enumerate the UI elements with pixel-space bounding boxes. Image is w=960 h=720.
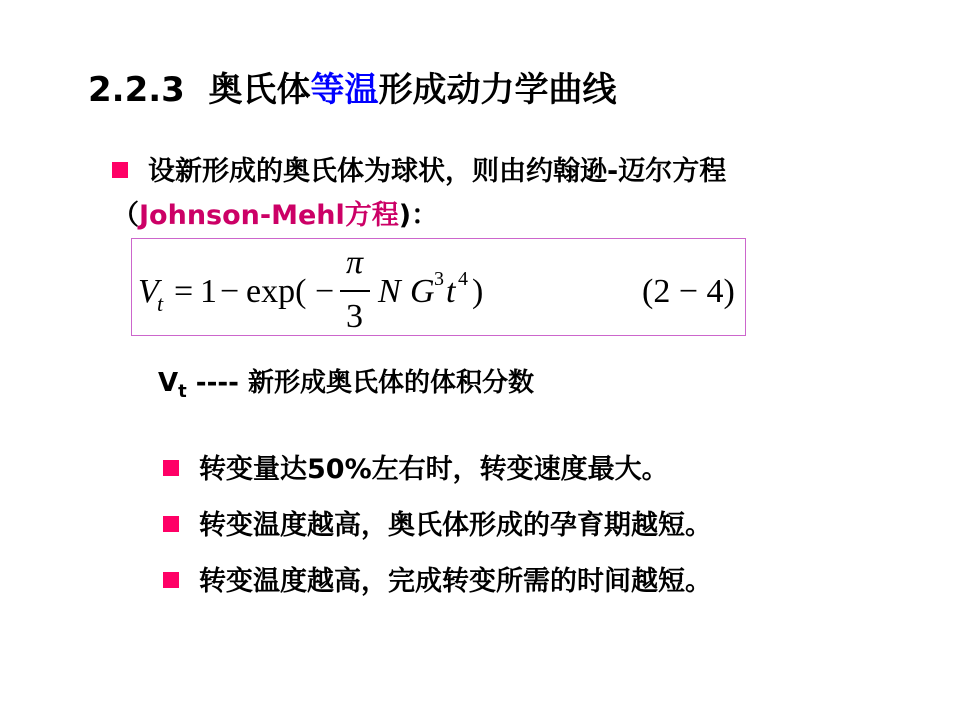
intro-text-2: )： [398,200,439,231]
intro-paragraph [112,150,832,238]
title-part-1: 奥氏体 [208,70,311,110]
section-number: 2.2.3 [88,70,185,110]
slide-title [88,62,617,111]
formula-N: N [378,273,401,310]
formula-graphic [132,239,747,337]
list-item [163,564,712,620]
square-bullet-icon [163,460,179,476]
bullet-text: 转变温度越高，完成转变所需的时间越短。 [199,566,712,597]
formula-close: ) [472,273,484,310]
list-item [163,452,712,508]
definition-var: V [158,368,179,398]
formula-lhs-sub: t [157,291,164,316]
formula-lhs-var: V [138,273,159,310]
title-part-2: 等温 [310,70,379,110]
variable-definition [158,362,534,402]
square-bullet-icon [163,516,179,532]
bullet-list [163,452,712,620]
formula-t-exponent: 4 [458,268,468,290]
johnson-mehl-highlight: Johnson-Mehl方程 [139,200,399,231]
formula-exp: exp( [246,273,307,310]
square-bullet-icon [163,572,179,588]
bullet-text: 转变温度越高，奥氏体形成的孕育期越短。 [199,510,712,541]
formula-neg: − [315,273,335,310]
title-part-3: 形成动力学曲线 [378,70,617,110]
intro-text-1: 设新形成的奥氏体为球状，则由约翰逊-迈尔方程（ [112,156,727,231]
list-item [163,508,712,564]
formula-one: 1 [200,273,217,310]
formula-G: G [410,273,435,310]
definition-text: ---- 新形成奥氏体的体积分数 [186,368,535,398]
formula-numerator: π [346,244,364,281]
bullet-text: 转变量达50%左右时，转变速度最大。 [199,454,669,485]
formula-t: t [446,273,456,310]
formula-equals: = [174,273,194,310]
formula-box [131,238,746,336]
definition-sub: t [178,381,187,402]
equation-number: (2 − 4) [642,273,735,310]
square-bullet-icon [112,162,128,178]
formula-G-exponent: 3 [434,268,444,290]
formula-denominator: 3 [346,298,363,335]
formula-minus: − [220,273,240,310]
